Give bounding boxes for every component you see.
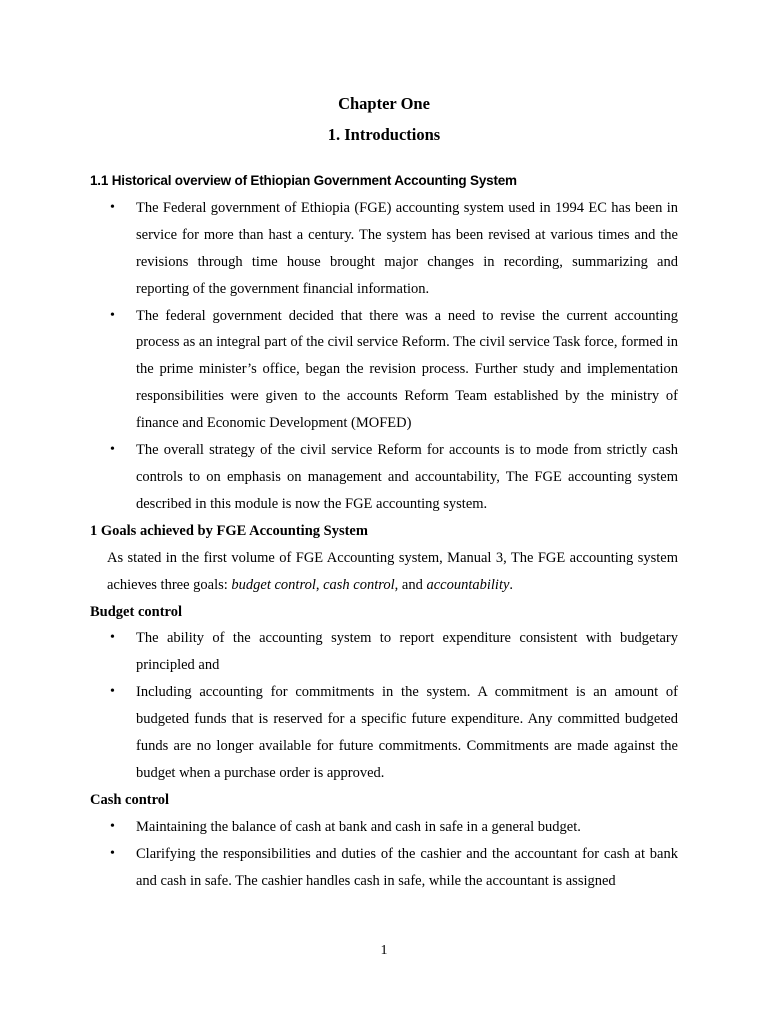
list-item: [90, 679, 678, 787]
list-item-text: Including accounting for commitments in the system. A commitment is an amount of budgeted funds that is reserved for a specific future expenditure. Any committed budgeted funds are no longer available for future commitments. Commitments are made against the budget when a purchase order is approved.: [136, 684, 678, 781]
section-heading-historical-overview: 1.1 Historical overview of Ethiopian Government Accounting System: [90, 173, 517, 188]
goal-accountability: accountability: [426, 576, 510, 593]
list-item: [90, 437, 678, 518]
goal-cash-control: cash control: [323, 576, 395, 593]
budget-control-list: [90, 625, 678, 786]
goals-intro-paragraph: [90, 545, 678, 599]
page-number: 1: [380, 943, 388, 958]
chapter-subtitle: 1. Introductions: [327, 125, 441, 144]
list-item-text: The overall strategy of the civil service Reform for accounts is to mode from strictly cash controls to on emphasis on management and accountability, The FGE accounting system described in this module is now the FGE accounting system.: [136, 442, 678, 512]
bullet-icon: •: [110, 307, 115, 323]
goal-end-punctuation: .: [509, 576, 514, 593]
list-item-text: Maintaining the balance of cash at bank and cash in safe in a general budget.: [136, 818, 581, 835]
document-body: [90, 168, 678, 894]
section-heading-goals: 1 Goals achieved by FGE Accounting System: [90, 522, 368, 539]
list-item-text: The ability of the accounting system to report expenditure consistent with budgetary principled and: [136, 630, 678, 674]
chapter-title: Chapter One: [338, 94, 430, 113]
goal-separator: ,: [315, 576, 324, 593]
historical-overview-list: [90, 195, 678, 518]
bullet-icon: •: [110, 442, 115, 458]
cash-control-list: [90, 814, 678, 895]
bullet-icon: •: [110, 845, 115, 861]
bullet-icon: •: [110, 199, 115, 215]
bullet-icon: •: [110, 630, 115, 646]
list-item: [90, 841, 678, 895]
list-item: [90, 303, 678, 438]
goal-budget-control: budget control: [231, 576, 316, 593]
bullet-icon: •: [110, 684, 115, 700]
list-item-text: Clarifying the responsibilities and duties of the cashier and the accountant for cash at bank and cash in safe. The cashier handles cash in safe, while the accountant is assigned: [136, 845, 678, 889]
section-heading-cash-control: Cash control: [90, 791, 170, 808]
list-item: [90, 625, 678, 679]
list-item: [90, 814, 678, 841]
goals-intro-text: As stated in the first volume of FGE Accounting system, Manual 3, The FGE accounting system achieves three goals:: [107, 549, 678, 593]
list-item: [90, 195, 678, 303]
goal-separator: , and: [394, 576, 427, 593]
list-item-text: The federal government decided that there was a need to revise the current accounting process as an integral part of the civil service Reform. The civil service Task force, formed in the prime minister’s office, began the revision process. Further study and implementation responsibilities were given to the accounts Reform Team established by the ministry of finance and Economic Development (MOFED): [136, 307, 678, 432]
section-heading-budget-control: Budget control: [90, 603, 182, 620]
bullet-icon: •: [110, 818, 115, 834]
list-item-text: The Federal government of Ethiopia (FGE) accounting system used in 1994 EC has been in service for more than hast a century. The system has been revised at various times and the revisions through time house brought major changes in recording, summarizing and reporting of the government financial information.: [136, 199, 678, 297]
